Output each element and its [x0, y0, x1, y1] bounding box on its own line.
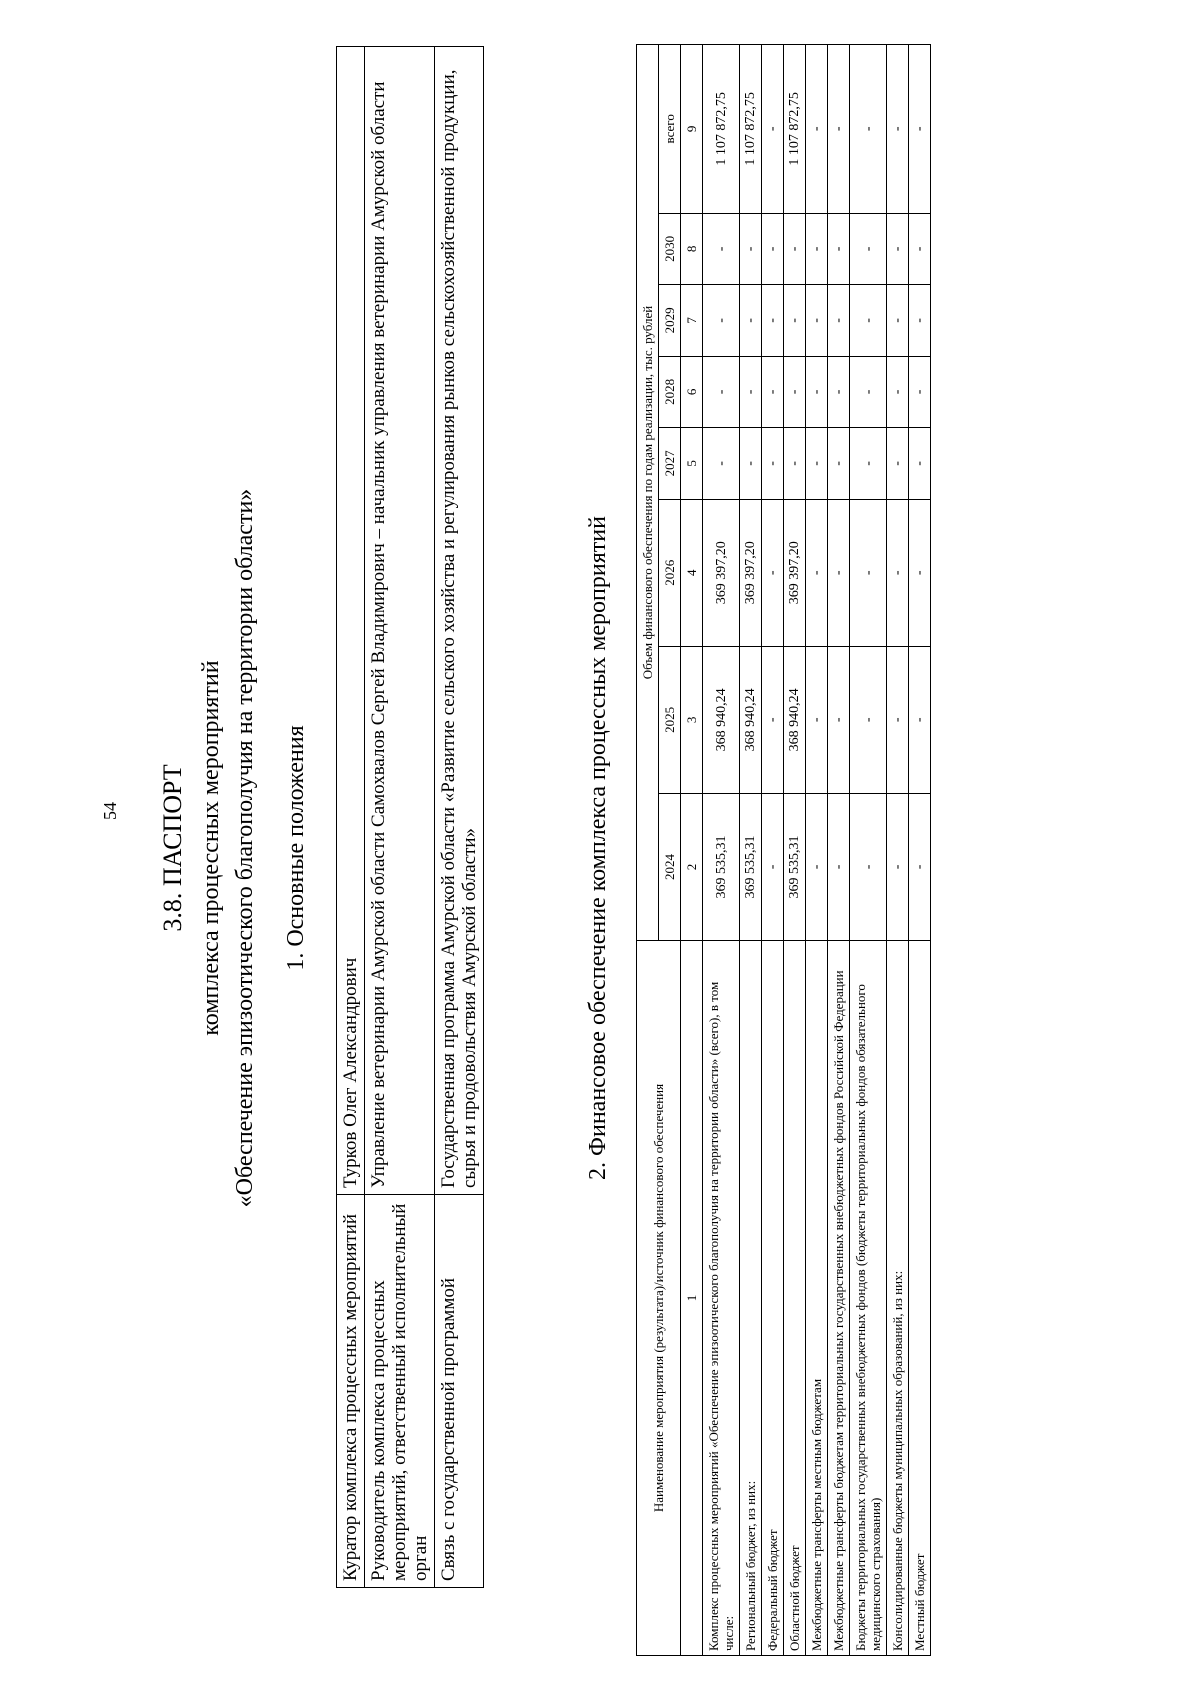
financing-row [703, 45, 740, 1656]
basic-info-row [365, 47, 435, 1588]
financing-value: - [806, 356, 828, 428]
year-header: 2025 [659, 646, 681, 793]
financing-value: - [828, 45, 850, 214]
financing-value: - [828, 646, 850, 793]
section1-heading: 1. Основные положения [283, 725, 309, 971]
financing-value: - [887, 285, 909, 357]
financing-value: - [762, 285, 784, 357]
financing-value: - [740, 428, 762, 500]
financing-value: - [762, 499, 784, 646]
financing-value: 369 397,20 [703, 499, 740, 646]
financing-value: - [806, 793, 828, 940]
basic-info-value: Управление ветеринарии Амурской области Самохвалов Сергей Владимирович – начальник управления ветеринарии Амурской области [365, 47, 435, 1195]
financing-value: - [806, 499, 828, 646]
financing-value: - [762, 45, 784, 214]
financing-value: - [762, 356, 784, 428]
financing-value: - [784, 213, 806, 285]
financing-value: - [909, 793, 931, 940]
financing-value: - [887, 428, 909, 500]
financing-value: - [909, 499, 931, 646]
financing-row [850, 45, 887, 1656]
column-number: 1 [681, 941, 703, 1656]
financing-value: - [828, 793, 850, 940]
financing-value: - [762, 793, 784, 940]
financing-value: - [828, 213, 850, 285]
financing-value: 369 397,20 [784, 499, 806, 646]
financing-value: - [762, 428, 784, 500]
financing-value: 368 940,24 [784, 646, 806, 793]
page-subtitle-line1: комплекса процессных мероприятий [198, 660, 224, 1036]
financing-value: - [703, 285, 740, 357]
basic-info-label: Куратор комплекса процессных мероприятий [337, 1195, 365, 1588]
financing-value: - [828, 428, 850, 500]
year-header: 2028 [659, 356, 681, 428]
year-header: 2029 [659, 285, 681, 357]
column-number-row [681, 45, 703, 1656]
financing-value: - [740, 213, 762, 285]
financing-value: - [909, 285, 931, 357]
financing-value: - [784, 285, 806, 357]
financing-row [762, 45, 784, 1656]
financing-value: 1 107 872,75 [703, 45, 740, 214]
financing-header-row [637, 45, 659, 1656]
financing-value: 369 535,31 [703, 793, 740, 940]
financing-value: - [887, 646, 909, 793]
basic-info-label: Связь с государственной программой [435, 1195, 484, 1588]
year-header: 2030 [659, 213, 681, 285]
financing-value: - [909, 356, 931, 428]
column-number: 3 [681, 646, 703, 793]
column-number: 8 [681, 213, 703, 285]
basic-info-value: Турков Олег Александрович [337, 47, 365, 1195]
group-header: Объем финансового обеспечения по годам реализации, тыс. рублей [637, 45, 659, 941]
financing-value: - [828, 285, 850, 357]
financing-value: - [909, 428, 931, 500]
financing-value: 369 535,31 [784, 793, 806, 940]
column-number: 6 [681, 356, 703, 428]
year-header: 2027 [659, 428, 681, 500]
financing-value: - [806, 45, 828, 214]
page-number: 54 [100, 802, 120, 820]
basic-info-value: Государственная программа Амурской области «Развитие сельского хозяйства и регулирования рынков сельскохозяйственной продукции, сырья и продовольствия Амурской области» [435, 47, 484, 1195]
financing-value: - [762, 213, 784, 285]
financing-value: - [887, 356, 909, 428]
financing-value: - [703, 213, 740, 285]
financing-row [909, 45, 931, 1656]
financing-value: - [887, 793, 909, 940]
page-title: 3.8. ПАСПОРТ [158, 764, 187, 932]
financing-value: - [806, 285, 828, 357]
column-number: 9 [681, 45, 703, 214]
financing-value: - [703, 428, 740, 500]
financing-value: - [850, 646, 887, 793]
financing-value: - [828, 499, 850, 646]
column-number: 2 [681, 793, 703, 940]
financing-value: - [909, 45, 931, 214]
financing-value: - [762, 646, 784, 793]
financing-value: 369 535,31 [740, 793, 762, 940]
financing-value: - [850, 285, 887, 357]
financing-row [740, 45, 762, 1656]
financing-value: 369 397,20 [740, 499, 762, 646]
financing-row [806, 45, 828, 1656]
financing-row [784, 45, 806, 1656]
financing-row-name: Областной бюджет [784, 941, 806, 1656]
financing-value: - [850, 213, 887, 285]
financing-row-name: Консолидированные бюджеты муниципальных образований, из них: [887, 941, 909, 1656]
financing-value: - [887, 213, 909, 285]
financing-value: - [850, 499, 887, 646]
basic-info-table [336, 46, 484, 1588]
financing-value: - [806, 213, 828, 285]
financing-value: - [887, 499, 909, 646]
financing-value: - [740, 285, 762, 357]
financing-value: - [850, 793, 887, 940]
column-number: 4 [681, 499, 703, 646]
financing-value: - [740, 356, 762, 428]
basic-info-row [337, 47, 365, 1588]
col-name-header: Наименование мероприятия (результата)/источник финансового обеспечения [637, 941, 681, 1656]
financing-row-name: Межбюджетные трансферты бюджетам территориальных государственных внебюджетных фондов Российской Федерации [828, 941, 850, 1656]
column-number: 7 [681, 285, 703, 357]
financing-value: - [850, 428, 887, 500]
financing-value: - [784, 428, 806, 500]
financing-value: - [850, 356, 887, 428]
financing-value: 368 940,24 [740, 646, 762, 793]
financing-value: - [828, 356, 850, 428]
financing-row-name: Федеральный бюджет [762, 941, 784, 1656]
financing-row-name: Межбюджетные трансферты местным бюджетам [806, 941, 828, 1656]
financing-value: 1 107 872,75 [784, 45, 806, 214]
financing-value: - [703, 356, 740, 428]
financing-row-name: Региональный бюджет, из них: [740, 941, 762, 1656]
financing-value: - [784, 356, 806, 428]
section2-heading: 2. Финансовое обеспечение комплекса процессных мероприятий [585, 516, 611, 1180]
financing-value: - [909, 646, 931, 793]
financing-value: - [806, 646, 828, 793]
financing-table [636, 44, 931, 1656]
financing-value: - [909, 213, 931, 285]
year-header: всего [659, 45, 681, 214]
year-header: 2024 [659, 793, 681, 940]
financing-row-name: Местный бюджет [909, 941, 931, 1656]
financing-value: - [806, 428, 828, 500]
financing-value: 1 107 872,75 [740, 45, 762, 214]
basic-info-row [435, 47, 484, 1588]
column-number: 5 [681, 428, 703, 500]
basic-info-label: Руководитель комплекса процессных мероприятий, ответственный исполнительный орган [365, 1195, 435, 1588]
financing-value: - [887, 45, 909, 214]
financing-row-name: Комплекс процессных мероприятий «Обеспечение эпизоотического благополучия на территории области» (всего), в том числе: [703, 941, 740, 1656]
year-header: 2026 [659, 499, 681, 646]
page-subtitle-line2: «Обеспечение эпизоотического благополучия на территории области» [232, 488, 258, 1208]
financing-row-name: Бюджеты территориальных государственных внебюджетных фондов (бюджеты территориальных фондов обязательного медицинского страхования) [850, 941, 887, 1656]
financing-row [828, 45, 850, 1656]
financing-row [887, 45, 909, 1656]
financing-value: - [850, 45, 887, 214]
financing-value: 368 940,24 [703, 646, 740, 793]
